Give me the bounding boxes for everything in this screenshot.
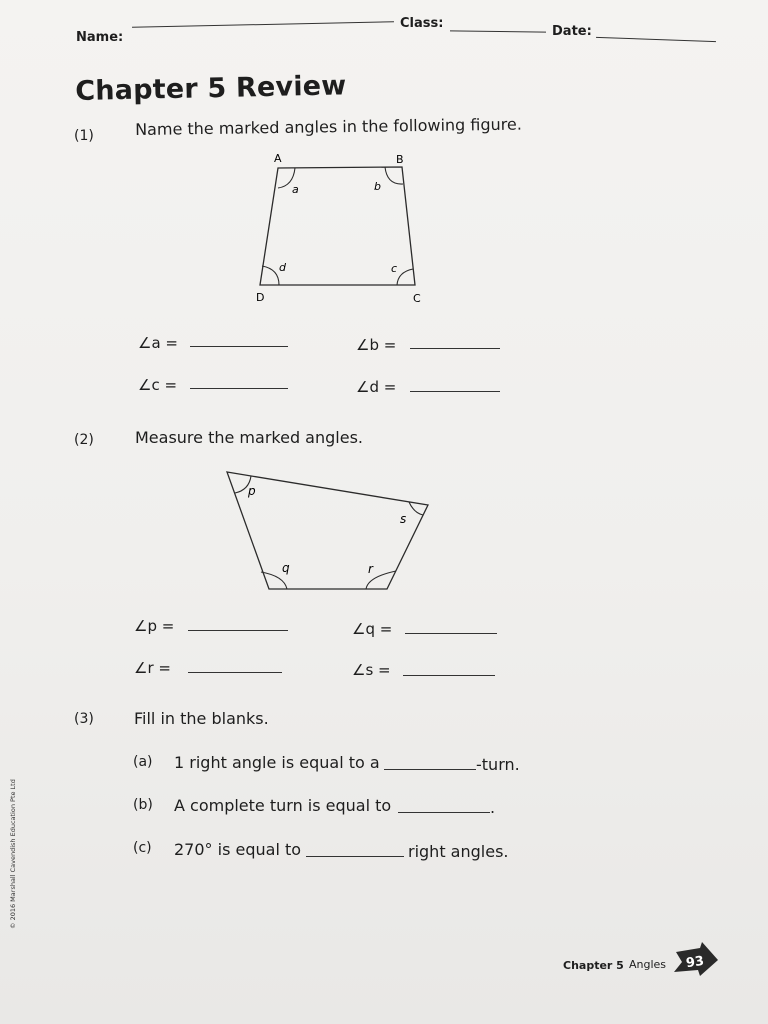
- q1-answer-b-label: ∠b =: [356, 336, 397, 354]
- footer-topic: Angles: [629, 958, 667, 971]
- q3b-text-after: .: [490, 798, 496, 817]
- q3a-text-after: -turn.: [476, 755, 520, 774]
- q3c-blank[interactable]: [306, 856, 404, 857]
- date-blank[interactable]: [596, 37, 716, 42]
- vertex-d-label: D: [256, 291, 265, 304]
- angle-s-label: s: [400, 512, 407, 526]
- page-title: Chapter 5 Review: [75, 70, 347, 107]
- angle-a-label: a: [292, 183, 299, 196]
- q3c-label: (c): [133, 840, 152, 856]
- footer-chapter: Chapter 5: [563, 959, 624, 972]
- q1-quadrilateral-figure: [245, 145, 445, 315]
- quadrilateral-pqrs: [227, 472, 428, 589]
- q1-number: (1): [74, 128, 94, 144]
- q3c-text-after: right angles.: [408, 842, 509, 861]
- q1-text: Name the marked angles in the following figure.: [135, 114, 522, 139]
- q3-text: Fill in the blanks.: [134, 709, 269, 728]
- angle-d-arc: [262, 266, 279, 285]
- q3c-text-before: 270° is equal to: [174, 840, 302, 859]
- page-number: 93: [685, 953, 706, 972]
- q2-answer-p-label: ∠p =: [134, 617, 175, 635]
- copyright-notice: © 2016 Marshall Cavendish Education Pte Ltd: [9, 779, 17, 929]
- vertex-c-label: C: [413, 292, 421, 305]
- q2-answer-q-blank[interactable]: [405, 633, 497, 634]
- q3-number: (3): [74, 711, 94, 727]
- q1-answer-b-blank[interactable]: [410, 348, 500, 349]
- class-label: Class:: [400, 16, 444, 31]
- q1-answer-c-blank[interactable]: [190, 388, 288, 389]
- q1-answer-d-blank[interactable]: [410, 391, 500, 392]
- q2-text: Measure the marked angles.: [135, 428, 363, 447]
- q2-answer-r-blank[interactable]: [188, 672, 282, 673]
- q3a-label: (a): [133, 754, 153, 770]
- q3b-blank[interactable]: [398, 812, 490, 813]
- angle-d-label: d: [279, 261, 286, 274]
- class-blank[interactable]: [450, 30, 546, 32]
- q2-answer-p-blank[interactable]: [188, 630, 288, 631]
- q2-quadrilateral-figure: [215, 462, 445, 602]
- q1-answer-d-label: ∠d =: [356, 378, 397, 396]
- q2-answer-s-blank[interactable]: [403, 675, 495, 676]
- angle-b-arc: [385, 167, 403, 184]
- q3b-text-before: A complete turn is equal to: [174, 796, 392, 815]
- vertex-b-label: B: [396, 153, 404, 166]
- q1-answer-a-blank[interactable]: [190, 346, 288, 347]
- q1-answer-a-label: ∠a =: [138, 334, 178, 352]
- q2-answer-s-label: ∠s =: [352, 661, 391, 679]
- angle-c-label: c: [391, 262, 398, 275]
- angle-r-label: r: [368, 562, 373, 576]
- angle-p-label: p: [248, 484, 256, 498]
- angle-c-arc: [397, 269, 413, 285]
- angle-b-label: b: [374, 180, 381, 193]
- date-label: Date:: [552, 24, 592, 39]
- q2-answer-r-label: ∠r =: [134, 659, 171, 677]
- q2-answer-q-label: ∠q =: [352, 620, 393, 638]
- angle-q-label: q: [282, 561, 290, 575]
- q3a-text-before: 1 right angle is equal to a: [174, 753, 380, 772]
- name-label: Name:: [76, 30, 124, 45]
- name-blank[interactable]: [132, 21, 394, 27]
- q2-number: (2): [74, 432, 94, 448]
- q3a-blank[interactable]: [384, 769, 476, 770]
- q3b-label: (b): [133, 797, 153, 813]
- vertex-a-label: A: [274, 152, 282, 165]
- q1-answer-c-label: ∠c =: [138, 376, 178, 394]
